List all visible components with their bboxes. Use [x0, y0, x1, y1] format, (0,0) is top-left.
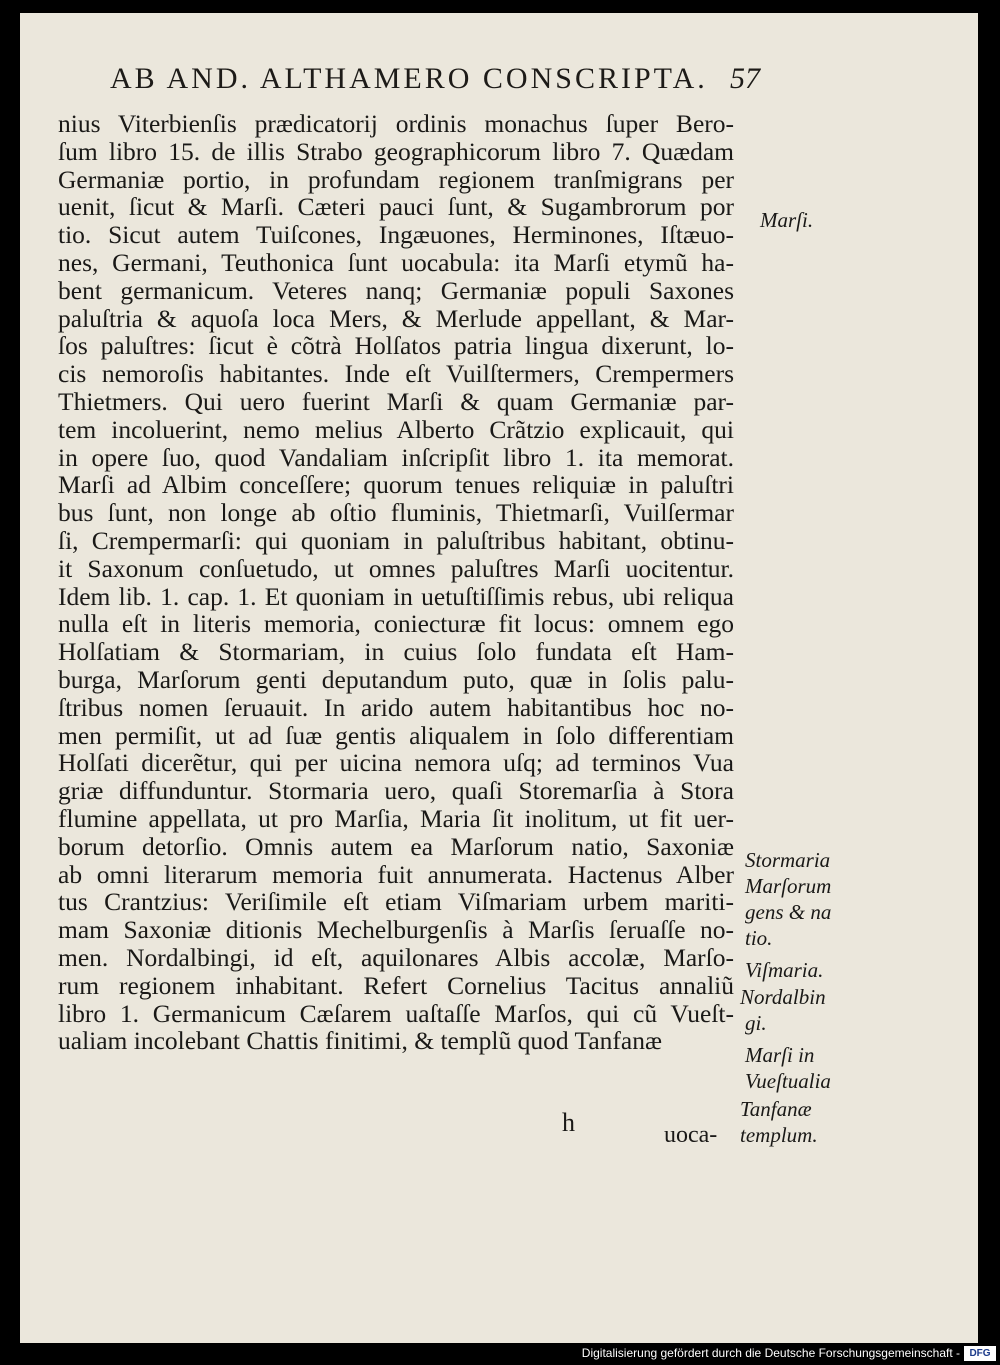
text-line: ſum libro 15. de illis Strabo geographicorum libro 7. Quædam	[58, 136, 734, 166]
text-line: ab omni literarum memoria fuit annumerata. Hactenus Alber	[58, 859, 734, 889]
text-line: griæ diffunduntur. Stormaria uero, quaſi Storemarſia à Stora	[58, 776, 734, 806]
margin-note: Marſi.	[760, 208, 814, 232]
text-line: bus ſunt, non longe ab oſtio fluminis, Thietmarſi, Vuilſermar	[58, 498, 734, 528]
text-line: men permiſit, ut ad ſuæ gentis aliqualem in ſolo differentiam	[58, 720, 734, 750]
margin-note: Tanfanæ	[740, 1097, 812, 1121]
text-line: borum detorſio. Omnis autem ea Marſorum natio, Saxoniæ	[58, 831, 734, 861]
margin-note: templum.	[740, 1123, 818, 1147]
margin-note: tio.	[745, 926, 773, 950]
text-line: Holſatiam & Stormariam, in cuius ſolo fundata eſt Ham-	[58, 637, 734, 667]
text-line: paluſtria & aquoſa loca Mers, & Merlude appellant, & Mar-	[58, 303, 734, 333]
text-line: Thietmers. Qui uero fuerint Marſi & quam Germaniæ par-	[58, 386, 734, 416]
margin-note: Viſmaria.	[745, 958, 824, 982]
text-line: Germaniæ portio, in profundam regionem tranſmigrans per	[58, 164, 734, 194]
margin-note: Stormaria	[745, 848, 831, 872]
text-line: tus Crantzius: Veriſimile eſt etiam Viſmariam urbem mariti-	[58, 887, 734, 917]
text-line: ſos paluſtres: ſicut è cõtrà Holſatos patria lingua dixerunt, lo-	[58, 331, 734, 361]
text-line: tem incoluerint, nemo melius Alberto Crãtzio explicauit, qui	[58, 414, 734, 444]
text-line: Marſi ad Albim conceſſere; quorum tenues reliquiæ in paluſtri	[58, 470, 734, 500]
text-line: nes, Germani, Teuthonica ſunt uocabula: ita Marſi etymũ ha-	[58, 247, 734, 277]
running-header	[110, 62, 760, 96]
footer-bar	[0, 1343, 1000, 1365]
text-line: flumine appellata, ut pro Marſia, Maria ſit inolitum, ut fit uer-	[58, 803, 734, 833]
margin-note: Marſorum	[745, 874, 832, 898]
text-line: cis nemoroſis habitantes. Inde eſt Vuilſtermers, Crempermers	[58, 359, 734, 389]
text-line: men. Nordalbingi, id eſt, aquilonares Albis accolæ, Marſo-	[58, 942, 734, 972]
text-line: burga, Marſorum genti deputandum puto, quæ in ſolis palu-	[58, 664, 734, 694]
text-line: mam Saxoniæ ditionis Mechelburgenſis à Marſis ſeruaſſe no-	[58, 915, 734, 945]
main-text-block	[58, 110, 734, 1055]
text-line: rum regionem inhabitant. Refert Cornelius Tacitus annaliũ	[58, 970, 734, 1000]
text-line: nulla eſt in literis memoria, coniecturæ fit locus: omnem ego	[58, 609, 734, 639]
text-line: ſi, Crempermarſi: qui quoniam in paluſtribus habitant, obtinu-	[58, 525, 734, 555]
margin-note: Marſi in	[745, 1043, 815, 1067]
margin-note: Vueſtualia	[745, 1069, 831, 1093]
margin-note: gens & na	[745, 900, 832, 924]
text-line: bent germanicum. Veteres nanq; Germaniæ populi Saxones	[58, 275, 734, 305]
text-line: tio. Sicut autem Tuiſcones, Ingæuones, Herminones, Iſtæuo-	[58, 220, 734, 250]
dfg-logo: DFG	[964, 1346, 996, 1361]
text-line: ualiam incolebant Chattis finitimi, & templũ quod Tanfanæ	[58, 1026, 662, 1056]
text-line: Idem lib. 1. cap. 1. Et quoniam in uetuſtiſſimis rebus, ubi reliqua	[58, 581, 734, 611]
text-line: Holſati dicerẽtur, qui per uicina nemora uſq; ad terminos Vua	[58, 748, 734, 778]
signature-mark: h	[562, 1108, 575, 1137]
text-line: it Saxonum conſuetudo, ut omnes paluſtres Marſi uocitentur.	[58, 553, 734, 583]
text-line: in opere ſuo, quod Vandaliam inſcripſit libro 1. ita memorat.	[58, 442, 734, 472]
margin-note: Nordalbin	[740, 985, 826, 1009]
running-title: AB AND. ALTHAMERO CONSCRIPTA.	[110, 62, 708, 95]
text-line: ſtribus nomen ſeruauit. In arido autem habitantibus hoc no-	[58, 692, 734, 722]
text-line: libro 1. Germanicum Cæſarem uaſtaſſe Marſos, qui cũ Vueſt-	[58, 998, 734, 1028]
margin-note: gi.	[745, 1011, 767, 1035]
catchword: uoca-	[664, 1122, 718, 1148]
text-line: uenit, ſicut & Marſi. Cæteri pauci ſunt, & Sugambrorum por	[58, 192, 734, 222]
page-number: 57	[730, 62, 760, 95]
digitization-credit: Digitalisierung gefördert durch die Deutsche Forschungsgemeinschaft -	[581, 1346, 960, 1360]
text-line: nius Viterbienſis prædicatorij ordinis monachus ſuper Bero-	[58, 109, 734, 138]
